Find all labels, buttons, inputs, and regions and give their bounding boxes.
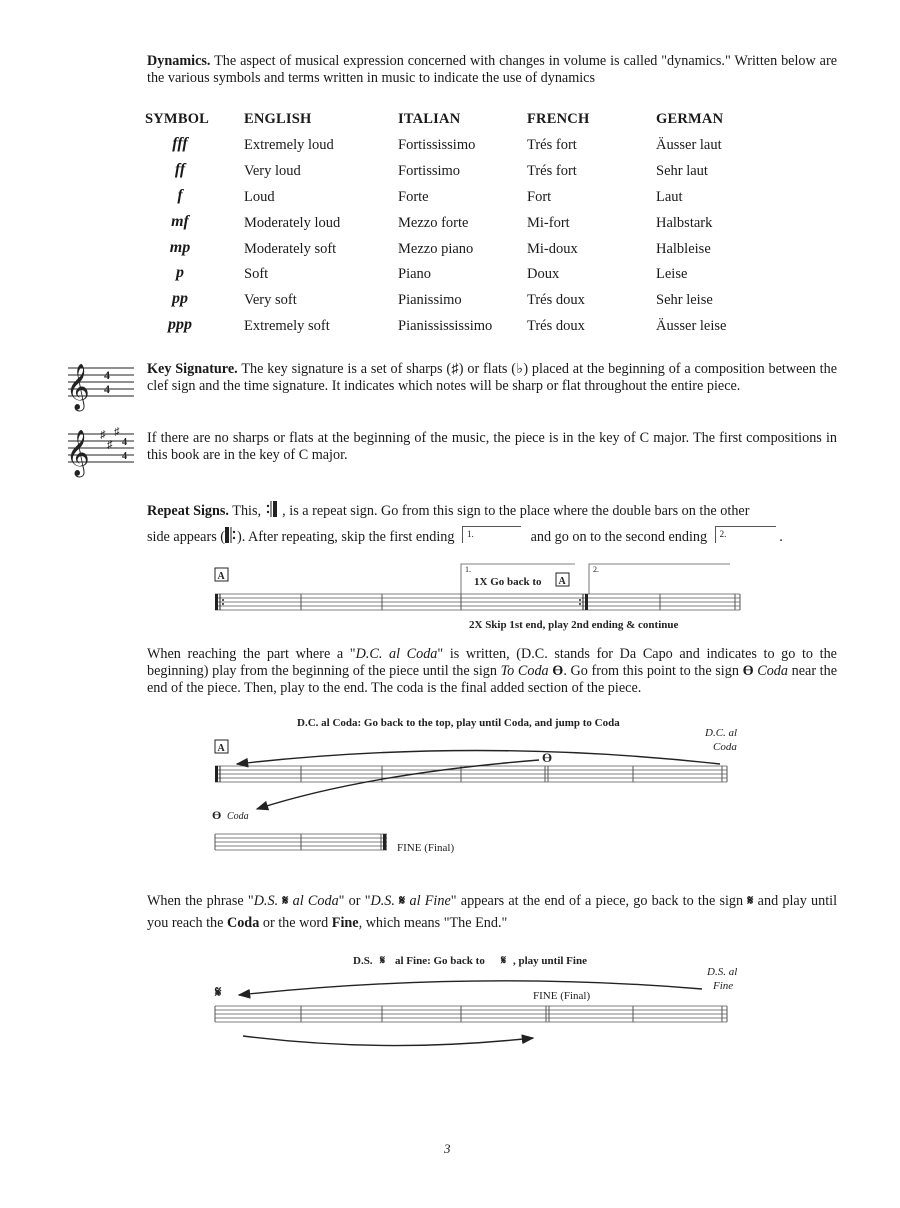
- ds-diagram-title-a: D.S.: [353, 955, 373, 967]
- dc-return-arrow: [237, 751, 720, 765]
- coda-sign-icon: ϴ: [742, 663, 754, 679]
- ending-label: 1.: [465, 565, 471, 574]
- dc-diagram-title: D.C. al Coda: Go back to the top, play until Coda, and jump to Coda: [297, 717, 620, 729]
- coda-term: Coda: [226, 915, 260, 931]
- dynamic-italian: Mezzo piano: [398, 241, 474, 257]
- ds-text: or the word: [262, 915, 329, 931]
- ending-label: 2.: [593, 565, 599, 574]
- dynamic-french: Mi-doux: [527, 241, 578, 257]
- col-header-french: FRENCH: [527, 111, 590, 127]
- skip-label: 2X Skip 1st end, play 2nd ending & continue: [469, 619, 679, 631]
- segno-icon: 𝄋: [282, 893, 289, 909]
- segno-icon: 𝄋: [747, 893, 754, 909]
- coda-label: Coda: [227, 811, 249, 822]
- dynamic-symbol: mp: [169, 239, 191, 256]
- dynamic-english: Moderately loud: [244, 215, 341, 231]
- dc-text: near the end of the piece. Then, play to the end. The coda is the final added section of the piece.: [147, 663, 838, 696]
- rehearsal-mark-a: A: [217, 743, 225, 754]
- repeat-text: .: [779, 529, 783, 545]
- dc-coda-diagram: [205, 712, 765, 862]
- dynamic-french: Doux: [527, 266, 560, 282]
- dynamic-french: Trés doux: [527, 318, 585, 334]
- dynamic-french: Fort: [527, 189, 552, 205]
- ds-paragraph: [147, 890, 837, 934]
- coda-term: Coda: [757, 663, 788, 679]
- rehearsal-mark-a: A: [217, 571, 225, 582]
- dynamic-english: Extremely loud: [244, 137, 334, 153]
- repeat-text: and go on to the second ending: [530, 529, 708, 545]
- dynamic-italian: Mezzo forte: [398, 215, 469, 231]
- repeat-end-bar: [585, 594, 588, 610]
- ds-diagram-title-b: al Fine: Go back to: [395, 955, 485, 967]
- dynamic-symbol: mf: [171, 213, 189, 230]
- dynamic-symbol: f: [177, 187, 183, 204]
- segno-icon: 𝄋: [399, 893, 406, 909]
- dynamic-italian: Forte: [398, 189, 429, 205]
- repeat-start-icon: [265, 500, 279, 518]
- dynamic-german: Halbstark: [656, 215, 713, 231]
- ds-fine-diagram: [205, 948, 765, 1058]
- segno-icon: 𝄋: [501, 953, 507, 967]
- first-ending-bracket: [462, 526, 521, 543]
- key-signature-text: The key signature is a set of sharps (♯) or flats (♭) placed at the beginning of a composition between the clef sign and the time signature. It indicates which notes will be sharp or flat throughout the entire piece.: [147, 361, 837, 394]
- svg-text:4: 4: [104, 382, 110, 396]
- svg-text:♯: ♯: [114, 426, 120, 438]
- dc-term: D.C. al Coda: [355, 646, 438, 662]
- dc-text: . Go from this point to the sign: [563, 663, 739, 679]
- repeat-end-icon: [225, 526, 237, 544]
- coda-jump-arrow: [257, 760, 539, 809]
- dc-al-label: D.C. al: [705, 727, 738, 739]
- fine-label: FINE (Final): [397, 842, 455, 854]
- dynamic-german: Äusser leise: [656, 318, 727, 334]
- dynamic-italian: Pianissimo: [398, 292, 462, 308]
- repeat-text: This,: [232, 503, 262, 519]
- dynamic-symbol: ppp: [168, 316, 192, 333]
- dynamic-italian: Fortissimo: [398, 163, 461, 179]
- coda-sign-icon: ϴ: [542, 750, 553, 765]
- dynamics-text: The aspect of musical expression concerned with changes in volume is called "dynamics." Written below are the various symbols and terms written in music to indicate the use of dynamics: [147, 53, 837, 86]
- dc-text: When reaching the part where a ": [147, 646, 356, 662]
- dc-coda-label: Coda: [713, 741, 737, 753]
- fine-term: Fine: [331, 915, 359, 931]
- repeat-diagram: [205, 556, 750, 636]
- dynamic-symbol: p: [176, 264, 184, 281]
- dynamic-german: Sehr leise: [656, 292, 713, 308]
- svg-text:♯: ♯: [107, 439, 113, 451]
- segno-icon: 𝄋: [215, 985, 222, 1001]
- dynamic-english: Very soft: [244, 292, 297, 308]
- dynamic-english: Moderately soft: [244, 241, 337, 257]
- dynamic-symbol: ff: [174, 161, 186, 178]
- ending-label: 2.: [719, 529, 727, 539]
- dynamic-english: Extremely soft: [244, 318, 330, 334]
- dynamic-french: Trés fort: [527, 163, 577, 179]
- staff: [215, 594, 740, 610]
- ds-text: When the phrase ": [147, 893, 254, 909]
- key-signature-sharps-icon: [64, 422, 136, 480]
- svg-text:♯: ♯: [100, 429, 106, 441]
- dynamics-heading: Dynamics.: [147, 53, 211, 69]
- rehearsal-mark-a: A: [558, 576, 566, 587]
- ds-text: , which means "The End.": [358, 915, 508, 931]
- second-ending-bracket: [715, 526, 776, 543]
- ds-al-label: D.S. al: [707, 966, 738, 978]
- col-header-german: GERMAN: [656, 111, 724, 127]
- repeat-heading: Repeat Signs.: [147, 503, 229, 519]
- svg-text:4: 4: [122, 451, 127, 462]
- ds-term: al Fine: [409, 893, 451, 909]
- dynamic-french: Mi-fort: [527, 215, 570, 231]
- dynamic-french: Trés fort: [527, 137, 577, 153]
- ds-term: D.S.: [370, 893, 395, 909]
- repeat-paragraph: [147, 500, 837, 546]
- svg-text:4: 4: [104, 368, 110, 382]
- svg-text:4: 4: [122, 437, 127, 448]
- dynamics-paragraph: [147, 53, 837, 87]
- dc-text: " is written, (D.C. stands for Da Capo and indicates to go to the beginning) play from the beginning of the piece until the sign: [147, 646, 837, 679]
- dynamic-italian: Piano: [398, 266, 432, 282]
- go-back-label: 1X Go back to: [474, 576, 542, 588]
- dynamic-symbol: pp: [172, 290, 188, 307]
- ds-text: " or ": [338, 893, 371, 909]
- repeat-start-bar: [215, 594, 218, 610]
- dynamic-english: Loud: [244, 189, 275, 205]
- fine-label: FINE (Final): [533, 990, 591, 1002]
- dynamic-symbol: fff: [172, 135, 188, 152]
- ds-diagram-title-c: , play until Fine: [513, 955, 587, 967]
- treble-clef-staff-icon: [64, 356, 136, 414]
- repeat-text: , is a repeat sign. Go from this sign to the place where the double bars on the other: [282, 503, 750, 519]
- repeat-text: side appears (: [147, 529, 225, 545]
- ds-return-arrow: [239, 981, 702, 995]
- key-signature-paragraph: [147, 361, 837, 395]
- ds-text: " appears at the end of a piece, go back to the sign: [450, 893, 744, 909]
- ending-label: 1.: [467, 529, 474, 539]
- col-header-english: ENGLISH: [244, 111, 312, 127]
- key-signature-heading: Key Signature.: [147, 361, 238, 377]
- dynamic-german: Halbleise: [656, 241, 711, 257]
- dynamic-german: Laut: [656, 189, 683, 205]
- dynamic-english: Very loud: [244, 163, 301, 179]
- dynamic-german: Sehr laut: [656, 163, 708, 179]
- segno-icon: 𝄋: [380, 953, 386, 967]
- ds-term: al Coda: [292, 893, 339, 909]
- second-ending-bracket: [589, 564, 730, 594]
- dynamic-italian: Fortississimo: [398, 137, 476, 153]
- dynamic-italian: Pianissississimo: [398, 318, 493, 334]
- c-major-text: If there are no sharps or flats at the beginning of the music, the piece is in the key of C major. The first compositions in this book are in the key of C major.: [147, 430, 837, 463]
- ds-text: and play until you reach the: [147, 893, 838, 931]
- c-major-paragraph: [147, 430, 837, 464]
- svg-text:𝄞: 𝄞: [66, 430, 90, 475]
- repeat-text: ). After repeating, skip the first ending: [237, 529, 455, 545]
- dynamic-french: Trés doux: [527, 292, 585, 308]
- dc-coda-paragraph: [147, 646, 837, 697]
- dynamic-german: Leise: [656, 266, 688, 282]
- ds-term: D.S.: [253, 893, 279, 909]
- coda-sign-icon: ϴ: [552, 663, 564, 679]
- dynamic-german: Äusser laut: [656, 137, 722, 153]
- to-coda-term: To Coda: [500, 663, 549, 679]
- play-forward-arrow: [243, 1036, 533, 1046]
- svg-text:𝄞: 𝄞: [66, 364, 90, 409]
- page-number: 3: [444, 1141, 451, 1156]
- dynamic-english: Soft: [244, 266, 269, 282]
- col-header-symbol: SYMBOL: [145, 111, 210, 127]
- col-header-italian: ITALIAN: [398, 111, 461, 127]
- ds-fine-label: Fine: [713, 980, 734, 992]
- coda-sign-icon: ϴ: [212, 808, 222, 822]
- final-barline: [383, 834, 387, 850]
